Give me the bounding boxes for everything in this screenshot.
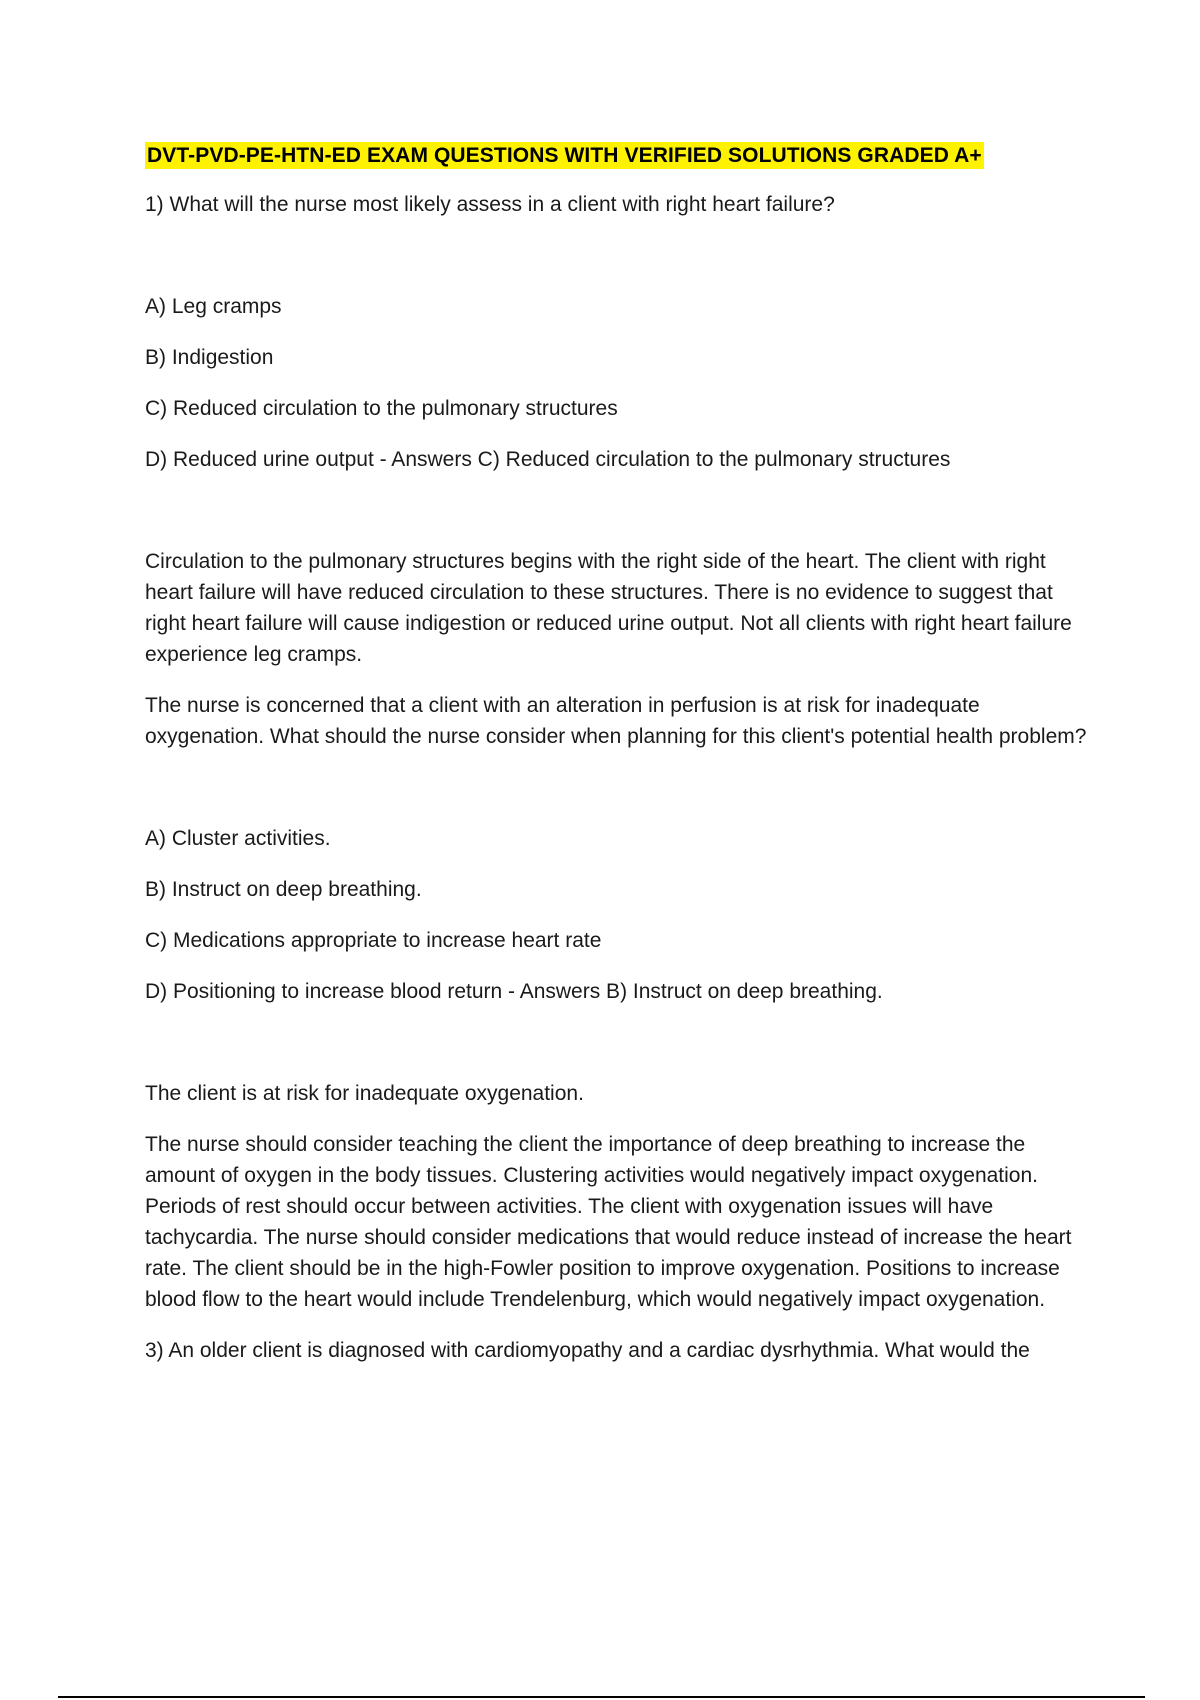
question-2-rationale-detail: The nurse should consider teaching the client the importance of deep breathing to increase the amount of oxygen in the body tissues. Clustering activities would negatively impact oxygenation. Periods of rest should occur between activities. The client with oxygenation issues will have tachycardia. The nurse should consider medications that would reduce instead of increase the heart rate. The client should be in the high-Fowler position to improve oxygenation. Positions to increase blood flow to the heart would include Trendelenburg, which would negatively impact oxygenation. [145,1133,1072,1311]
question-1-option-a: A) Leg cramps [145,295,282,318]
question-3-text: 3) An older client is diagnosed with cardiomyopathy and a cardiac dysrhythmia. What would the [145,1339,1030,1362]
question-1-option-c: C) Reduced circulation to the pulmonary structures [145,397,618,420]
footer-divider [58,1696,1145,1698]
question-2-text: The nurse is concerned that a client with an alteration in perfusion is at risk for inadequate oxygenation. What should the nurse consider when planning for this client's potential health problem? [145,694,1087,748]
question-1-text: 1) What will the nurse most likely assess in a client with right heart failure? [145,193,835,216]
question-1-rationale: Circulation to the pulmonary structures begins with the right side of the heart. The client with right heart failure will have reduced circulation to these structures. There is no evidence to suggest that right heart failure will cause indigestion or reduced urine output. Not all clients with right heart failure experience leg cramps. [145,550,1072,666]
question-2-option-c: C) Medications appropriate to increase heart rate [145,929,602,952]
question-1-option-d-answer: D) Reduced urine output - Answers C) Reduced circulation to the pulmonary structures [145,448,951,471]
question-2-option-a: A) Cluster activities. [145,827,331,850]
question-2-rationale-summary: The client is at risk for inadequate oxygenation. [145,1082,584,1105]
question-2-option-b: B) Instruct on deep breathing. [145,878,422,901]
question-2-option-d-answer: D) Positioning to increase blood return - Answers B) Instruct on deep breathing. [145,980,883,1003]
document-title: DVT-PVD-PE-HTN-ED EXAM QUESTIONS WITH VERIFIED SOLUTIONS GRADED A+ [147,144,982,167]
question-1-option-b: B) Indigestion [145,346,274,369]
document-content [145,142,1095,1366]
